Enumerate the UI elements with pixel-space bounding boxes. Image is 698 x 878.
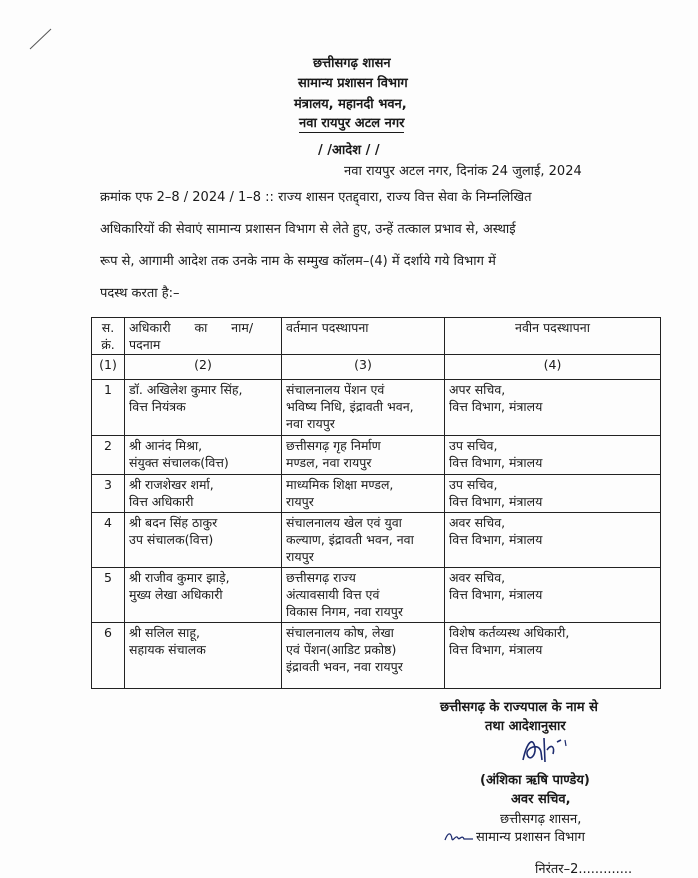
table-row <box>92 474 661 512</box>
column-number: (1) <box>92 355 125 379</box>
row-new-posting: अपर सचिव, वित्त विभाग, मंत्रालय <box>445 379 661 436</box>
handwritten-initials <box>443 828 475 844</box>
row-sno: 6 <box>92 623 125 689</box>
row-current-posting: छत्तीसगढ़ राज्य अंत्यावसायी वित्त एवं विकास निगम, नवा रायपुर <box>282 567 445 623</box>
table-column-numbers-row <box>92 355 661 379</box>
row-new-posting: उप सचिव, वित्त विभाग, मंत्रालय <box>445 474 661 512</box>
table-row <box>92 623 661 689</box>
order-title: / /आदेश / / <box>318 143 380 158</box>
pen-stroke-mark <box>28 26 54 52</box>
column-number: (4) <box>445 355 661 379</box>
header-building: मंत्रालय, महानदी भवन, <box>294 97 407 112</box>
handwritten-signature <box>517 732 569 768</box>
header-new-posting: नवीन पदस्थापना <box>445 318 661 355</box>
paragraph-line: क्रमांक एफ 2–8 / 2024 / 1–8 :: राज्य शासन एतद्द्वारा, राज्य वित्त सेवा के निम्नलिखित <box>100 190 532 205</box>
header-city: नवा रायपुर अटल नगर <box>299 116 404 133</box>
header-current-posting: वर्तमान पदस्थापना <box>282 318 445 355</box>
table-row <box>92 567 661 623</box>
order-paragraph <box>100 187 650 305</box>
row-officer: श्री राजीव कुमार झाड़े, मुख्य लेखा अधिकारी <box>125 567 282 623</box>
row-current-posting: माध्यमिक शिक्षा मण्डल, रायपुर <box>282 474 445 512</box>
row-new-posting: विशेष कर्तव्यस्थ अधिकारी, वित्त विभाग, मंत्रालय <box>445 623 661 689</box>
place-date: नवा रायपुर अटल नगर, दिनांक 24 जुलाई, 2024 <box>344 164 582 179</box>
row-sno: 3 <box>92 474 125 512</box>
table-row <box>92 436 661 474</box>
header-govt: छत्तीसगढ़ शासन <box>313 56 391 71</box>
row-new-posting: उप सचिव, वित्त विभाग, मंत्रालय <box>445 436 661 474</box>
signatory-name: (अंशिका ऋषि पाण्डेय) <box>480 773 590 788</box>
paragraph-line: अधिकारियों की सेवाएं सामान्य प्रशासन विभाग से लेते हुए, उन्हें तत्काल प्रभाव से, अस्थाई <box>100 222 516 237</box>
signature-authority-line: छत्तीसगढ़ के राज्यपाल के नाम से <box>440 700 598 715</box>
table-row <box>92 379 661 436</box>
row-officer: श्री राजशेखर शर्मा, वित्त अधिकारी <box>125 474 282 512</box>
row-current-posting: संचालनालय पेंशन एवं भविष्य निधि, इंद्रावती भवन, नवा रायपुर <box>282 379 445 436</box>
row-sno: 1 <box>92 379 125 436</box>
row-officer: श्री बदन सिंह ठाकुर उप संचालक(वित्त) <box>125 513 282 568</box>
row-officer: डॉ. अखिलेश कुमार सिंह, वित्त नियंत्रक <box>125 379 282 436</box>
row-new-posting: अवर सचिव, वित्त विभाग, मंत्रालय <box>445 513 661 568</box>
column-number: (3) <box>282 355 445 379</box>
header-officer: अधिकारी का नाम/ पदनाम <box>125 318 282 355</box>
paragraph-line: पदस्थ करता है:– <box>100 286 180 301</box>
row-officer: श्री आनंद मिश्रा, संयुक्त संचालक(वित्त) <box>125 436 282 474</box>
header-department: सामान्य प्रशासन विभाग <box>298 76 408 91</box>
signatory-government: छत्तीसगढ़ शासन, <box>500 812 582 827</box>
signatory-designation: अवर सचिव, <box>511 792 571 807</box>
table-row <box>92 513 661 568</box>
signature-order-line: तथा आदेशानुसार <box>485 719 566 734</box>
continued-marker: निरंतर–2............. <box>535 862 633 877</box>
row-current-posting: संचालनालय खेल एवं युवा कल्याण, इंद्रावती भवन, नवा रायपुर <box>282 513 445 568</box>
row-new-posting: अवर सचिव, वित्त विभाग, मंत्रालय <box>445 567 661 623</box>
signatory-department: सामान्य प्रशासन विभाग <box>476 830 585 845</box>
row-sno: 5 <box>92 567 125 623</box>
column-number: (2) <box>125 355 282 379</box>
row-current-posting: संचालनालय कोष, लेखा एवं पेंशन(आडिट प्रकोष्ठ) इंद्रावती भवन, नवा रायपुर <box>282 623 445 689</box>
row-current-posting: छत्तीसगढ़ गृह निर्माण मण्डल, नवा रायपुर <box>282 436 445 474</box>
row-sno: 4 <box>92 513 125 568</box>
posting-table <box>91 317 661 689</box>
header-sno: स. क्रं. <box>92 318 125 355</box>
row-officer: श्री सलिल साहू, सहायक संचालक <box>125 623 282 689</box>
table-header-row <box>92 318 661 355</box>
paragraph-line: रूप से, आगामी आदेश तक उनके नाम के सम्मुख कॉलम–(4) में दर्शाये गये विभाग में <box>100 254 496 269</box>
row-sno: 2 <box>92 436 125 474</box>
